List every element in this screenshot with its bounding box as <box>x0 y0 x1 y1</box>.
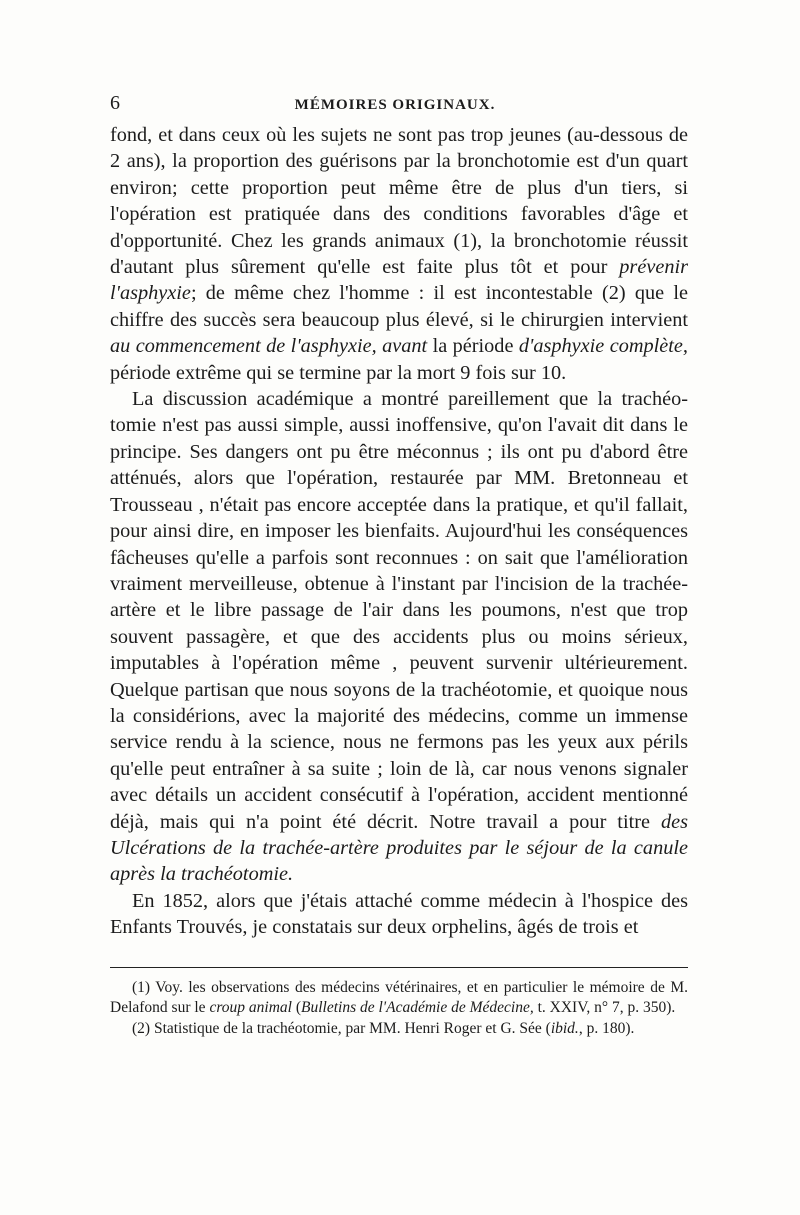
text-run: fond, et dans ceux où les sujets ne sont pas trop jeunes (au-dessous de 2 ans), la proportion des guérisons par la bronchotomie est d'un quart environ; cette proportion peut même être de plus d'un tiers, si l'opération est pratiquée dans des conditions favorables d'âge et d'opportunité. Chez les grands animaux (1), la bronchotomie réussit d'autant plus sûrement qu'elle est faite plus tôt et pour <box>110 124 688 279</box>
text-run: t. XXIV, n° 7, p. 350). <box>533 999 676 1017</box>
page <box>110 92 688 1039</box>
text-run: la période <box>427 335 519 358</box>
text-run: (2) Statistique de la trachéotomie, par MM. Henri Roger et G. Sée ( <box>132 1019 551 1037</box>
text-run: ; de même chez l'homme : il est incontestable (2) que le chiffre des succès sera beaucoup plus élevé, si le chirurgien intervient <box>110 282 688 331</box>
italic-text: Bulletins de l'Académie de Médecine, <box>301 999 534 1017</box>
text-run: , p. 180). <box>578 1019 635 1037</box>
paragraph-1 <box>110 122 688 386</box>
main-text <box>110 122 688 941</box>
running-header <box>110 92 688 122</box>
italic-text: croup animal <box>209 999 292 1017</box>
page-number: 6 <box>110 92 121 114</box>
text-run: La discussion académique a montré pareillement que la trachéotomie n'est pas aussi simple, aussi inoffensive, qu'on l'avait dit dans le principe. Ses dangers ont pu être méconnus ; ils ont pu d'abord être atténués, alors que l'opération, restaurée par MM. Bretonneau et Trousseau , n'était pas encore acceptée dans la pratique, et qu'il fallait, pour ainsi dire, en imposer les bienfaits. Aujourd'hui les conséquences fâcheuses qu'elle a parfois sont reconnues : on sait que l'amélioration vraiment merveilleuse, obtenue à l'instant par l'incision de la trachée-artère et le libre passage de l'air dans les poumons, n'est que trop souvent passagère, et que des accidents plus ou moins sérieux, imputables à l'opération même , peuvent survenir ultérieurement. Quelque partisan que nous soyons de la trachéotomie, et quoique nous la considérions, avec la majorité des médecins, comme un immense service rendu à la science, nous ne fermons pas les yeux aux périls qu'elle peut entraîner à sa suite ; loin de là, car nous venons signaler avec détails un accident consécutif à l'opération, accident mentionné déjà, mais qui n'a point été décrit. Notre travail a pour titre <box>110 388 688 833</box>
text-run: (1) Voy. les observations des médecins vétérinaires, et en particulier le mémoire de M. Delafond sur le <box>110 978 688 1017</box>
paragraph-3 <box>110 888 688 941</box>
italic-text: prévenir l'asphyxie <box>110 256 688 305</box>
paragraph-2 <box>110 386 688 888</box>
footnote-divider <box>110 967 688 968</box>
footnotes <box>110 978 688 1040</box>
running-title: MÉMOIRES ORIGINAUX. <box>294 97 496 113</box>
footnote-1 <box>110 978 688 1019</box>
text-run: période extrême qui se termine par la mort 9 fois sur 10. <box>110 361 567 384</box>
text-run: ( <box>291 999 302 1017</box>
italic-text: ibid. <box>550 1019 579 1037</box>
text-run: En 1852, alors que j'étais attaché comme médecin à l'hospice des Enfants Trouvés, je constatais sur deux orphelins, âgés de trois et <box>110 889 688 939</box>
italic-text: d'asphyxie complète, <box>518 335 688 358</box>
footnote-2 <box>110 1019 688 1040</box>
italic-text: au commencement de l'asphyxie, avant <box>110 335 428 358</box>
italic-text: des Ulcérations de la trachée-artère produites par le séjour de la canule après la trachéotomie. <box>110 810 688 886</box>
